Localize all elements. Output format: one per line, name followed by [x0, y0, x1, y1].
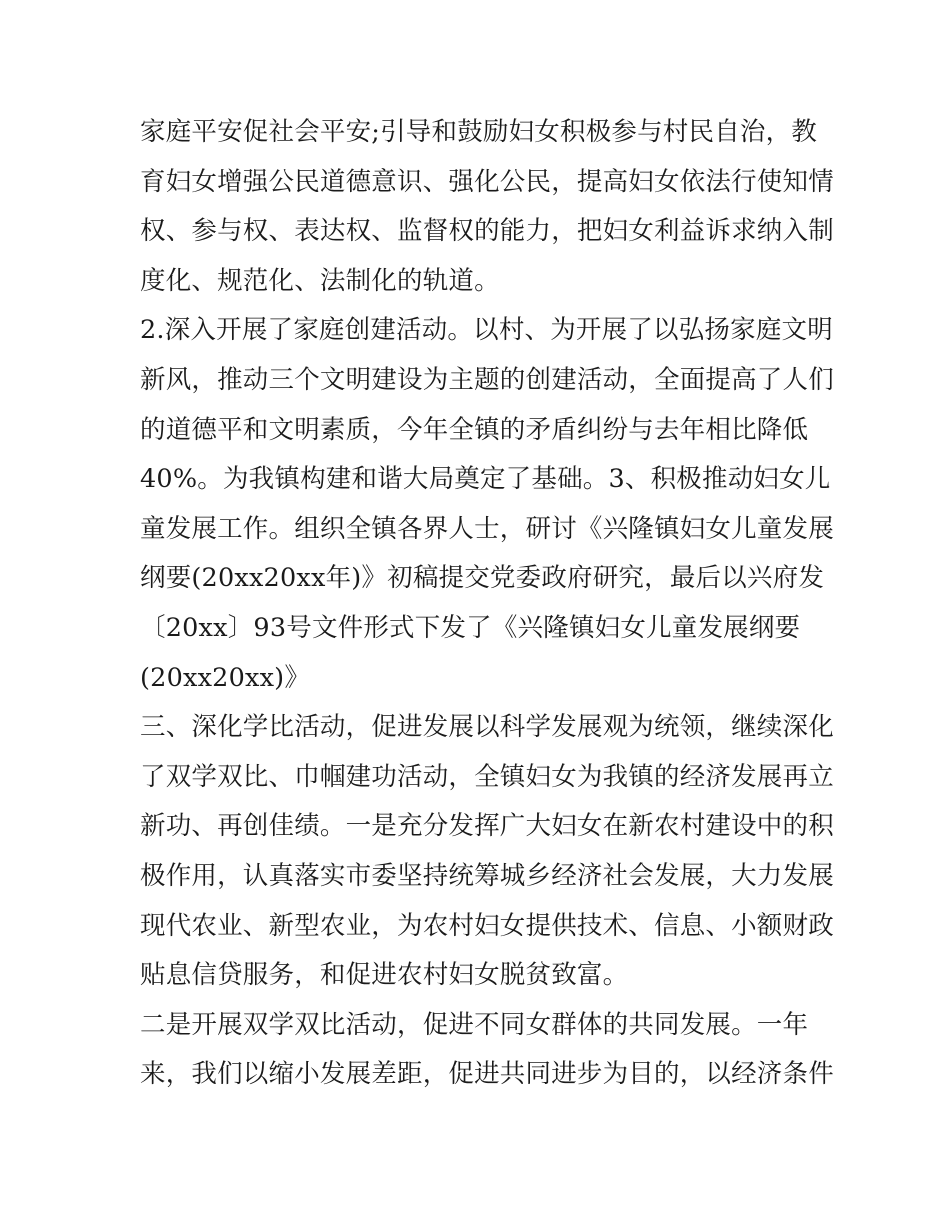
text-line-9: 童发展工作。组织全镇各界人士，研讨《兴隆镇妇女儿童发展: [140, 513, 834, 544]
text-line-14: 了双学双比、巾帼建功活动，全镇妇女为我镇的经济发展再立: [140, 761, 834, 792]
text-line-15: 新功、再创佳绩。一是充分发挥广大妇女在新农村建设中的积: [140, 811, 834, 842]
text-line-16: 极作用，认真落实市委坚持统筹城乡经济社会发展，大力发展: [140, 860, 834, 891]
text-line-1: 家庭平安促社会平安;引导和鼓励妇女积极参与村民自治，教: [140, 117, 817, 147]
text-line-2: 育妇女增强公民道德意识、强化公民，提高妇女依法行使知情: [140, 166, 834, 197]
text-line-4: 度化、规范化、法制化的轨道。: [140, 265, 500, 296]
text-line-20: 来，我们以缩小发展差距，促进共同进步为目的，以经济条件: [140, 1059, 834, 1090]
text-line-19: 二是开展双学双比活动，促进不同女群体的共同发展。一年: [140, 1009, 809, 1040]
text-line-5: 2.深入开展了家庭创建活动。以村、为开展了以弘扬家庭文明: [140, 315, 833, 346]
text-line-3: 权、参与权、表达权、监督权的能力，把妇女利益诉求纳入制: [140, 216, 834, 247]
body-text: [140, 108, 834, 1100]
text-line-10: 纲要(20xx20xx年)》初稿提交党委政府研究，最后以兴府发: [140, 563, 825, 594]
text-line-8: 40%。为我镇构建和谐大局奠定了基础。3、积极推动妇女儿: [140, 464, 831, 495]
text-line-7: 的道德平和文明素质，今年全镇的矛盾纠纷与去年相比降低: [140, 414, 809, 445]
text-line-6: 新风，推动三个文明建设为主题的创建活动，全面提高了人们: [140, 364, 834, 395]
text-line-13: 三、深化学比活动，促进发展以科学发展观为统领，继续深化: [140, 712, 834, 743]
text-line-11: 〔20xx〕93号文件形式下发了《兴隆镇妇女儿童发展纲要: [140, 612, 801, 643]
text-line-17: 现代农业、新型农业，为农村妇女提供技术、信息、小额财政: [140, 910, 834, 941]
text-line-12: (20xx20xx)》: [140, 662, 311, 693]
text-line-18: 贴息信贷服务，和促进农村妇女脱贫致富。: [140, 960, 629, 991]
